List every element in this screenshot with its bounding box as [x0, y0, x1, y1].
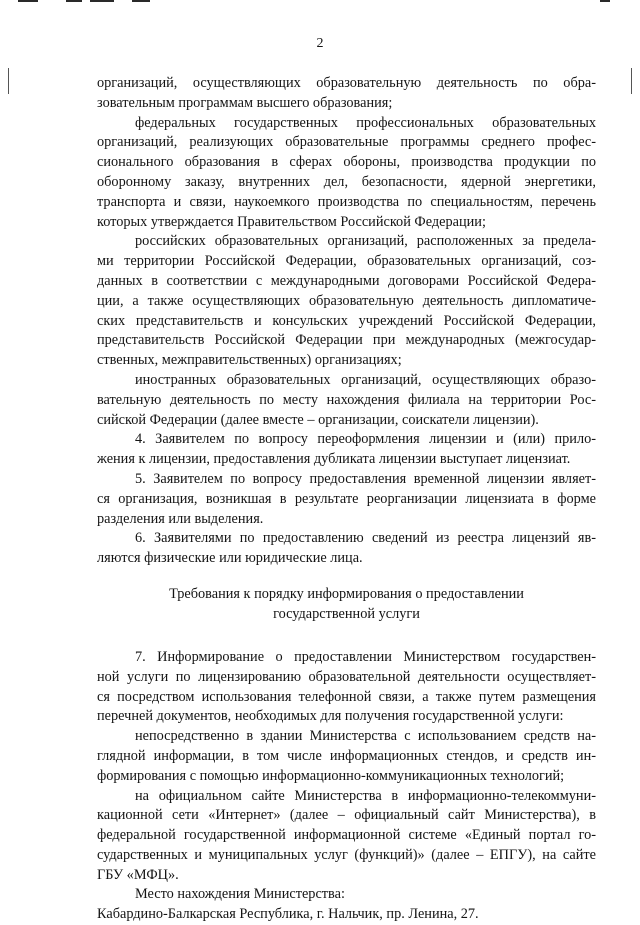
text-line: жения к лицензии, предоставления дубликата лицензии выступает лицензиат.	[97, 451, 571, 468]
text-line: зовательным программам высшего образования;	[97, 94, 393, 111]
text-line: 4. Заявителем по вопросу переоформления лицензии и (или) прило-	[135, 431, 596, 448]
page-number: 2	[316, 36, 324, 51]
text-line: оборонному заказу, внутренних дел, безопасности, ядерной энергетики,	[97, 173, 596, 190]
paragraph	[97, 470, 596, 529]
text-line: транспорта и связи, наукоемкого производства по специальностям, перечень	[97, 193, 596, 210]
section-heading-line: государственной услуги	[273, 605, 420, 622]
scan-artifact-top	[0, 0, 640, 4]
text-line: Кабардино-Балкарская Республика, г. Нальчик, пр. Ленина, 27.	[97, 906, 479, 923]
text-line: ся посредством использования телефонной связи, а также путем размещения	[97, 688, 596, 705]
text-line: сионального образования в сферах обороны, производства продукции по	[97, 154, 596, 171]
text-line: федеральных государственных профессиональных образовательных	[135, 114, 596, 131]
paragraph	[97, 905, 596, 925]
text-line: которых утверждается Правительством Российской Федерации;	[97, 213, 486, 230]
paragraph	[97, 885, 596, 905]
text-line: ся организация, возникшая в результате реорганизации лицензиата в форме	[97, 490, 596, 507]
paragraph	[97, 787, 596, 886]
text-line: ции, а также осуществляющих образовательную деятельность дипломатиче-	[97, 292, 596, 309]
text-line: ляются физические или юридические лица.	[97, 550, 363, 567]
paragraph	[97, 648, 596, 727]
text-line: 5. Заявителем по вопросу предоставления временной лицензии являет-	[135, 470, 596, 487]
text-line: кационной сети «Интернет» (далее – официальный сайт Министерства), в	[97, 807, 596, 824]
text-line: Место нахождения Министерства:	[135, 886, 345, 903]
section-heading	[97, 584, 596, 624]
paragraph	[97, 114, 596, 233]
text-line: разделения или выделения.	[97, 510, 264, 527]
section-heading-line: Требования к порядку информирования о предоставлении	[169, 585, 524, 602]
scan-edge-mark	[631, 68, 632, 94]
text-line: сийской Федерации (далее вместе – организации, соискатели лицензии).	[97, 411, 539, 428]
text-line: федеральной государственной информационной системе «Единый портал го-	[97, 827, 596, 844]
paragraph	[97, 74, 596, 114]
text-line: ственных, межправительственных) организациях;	[97, 352, 402, 369]
text-line: данных в соответствии с международными договорами Российской Федера-	[97, 272, 596, 289]
paragraph	[97, 232, 596, 371]
text-line: российских образовательных организаций, расположенных за предела-	[135, 233, 596, 250]
text-line: 6. Заявителями по предоставлению сведений из реестра лицензий яв-	[135, 530, 596, 547]
scan-edge-mark	[8, 68, 9, 94]
text-line: формирования с помощью информационно-коммуникационных технологий;	[97, 767, 565, 784]
text-line: вательную деятельность по месту нахождения филиала на территории Рос-	[97, 391, 596, 408]
text-line: организаций, реализующих образовательные программы среднего профес-	[97, 134, 596, 151]
text-line: иностранных образовательных организаций, осуществляющих образо-	[135, 371, 596, 388]
paragraph	[97, 529, 596, 569]
paragraph	[97, 371, 596, 430]
text-line: непосредственно в здании Министерства с использованием средств на-	[135, 728, 596, 745]
text-line: 7. Информирование о предоставлении Министерством государствен-	[135, 648, 596, 665]
text-line: ной услуги по лицензированию образовательной деятельности осуществляет-	[97, 668, 596, 685]
text-line: представительств Российской Федерации при международных (межгосудар-	[97, 332, 596, 349]
text-line: глядной информации, в том числе информационных стендов, и средств ин-	[97, 747, 596, 764]
paragraph	[97, 430, 596, 470]
paragraph	[97, 727, 596, 786]
paragraph-group	[97, 74, 596, 569]
text-line: ГБУ «МФЦ».	[97, 866, 179, 883]
text-line: ми территории Российской Федерации, образовательных организаций, соз-	[97, 253, 596, 270]
document-body	[97, 74, 596, 925]
text-line: сударственных и муниципальных услуг (функций)» (далее – ЕПГУ), на сайте	[97, 846, 596, 863]
text-line: ских представительств и консульских учреждений Российской Федерации,	[97, 312, 596, 329]
paragraph-group	[97, 648, 596, 925]
text-line: перечней документов, необходимых для получения государственной услуги:	[97, 708, 564, 725]
text-line: на официальном сайте Министерства в информационно-телекоммуни-	[135, 787, 596, 804]
text-line: организаций, осуществляющих образовательную деятельность по обра-	[97, 75, 596, 91]
